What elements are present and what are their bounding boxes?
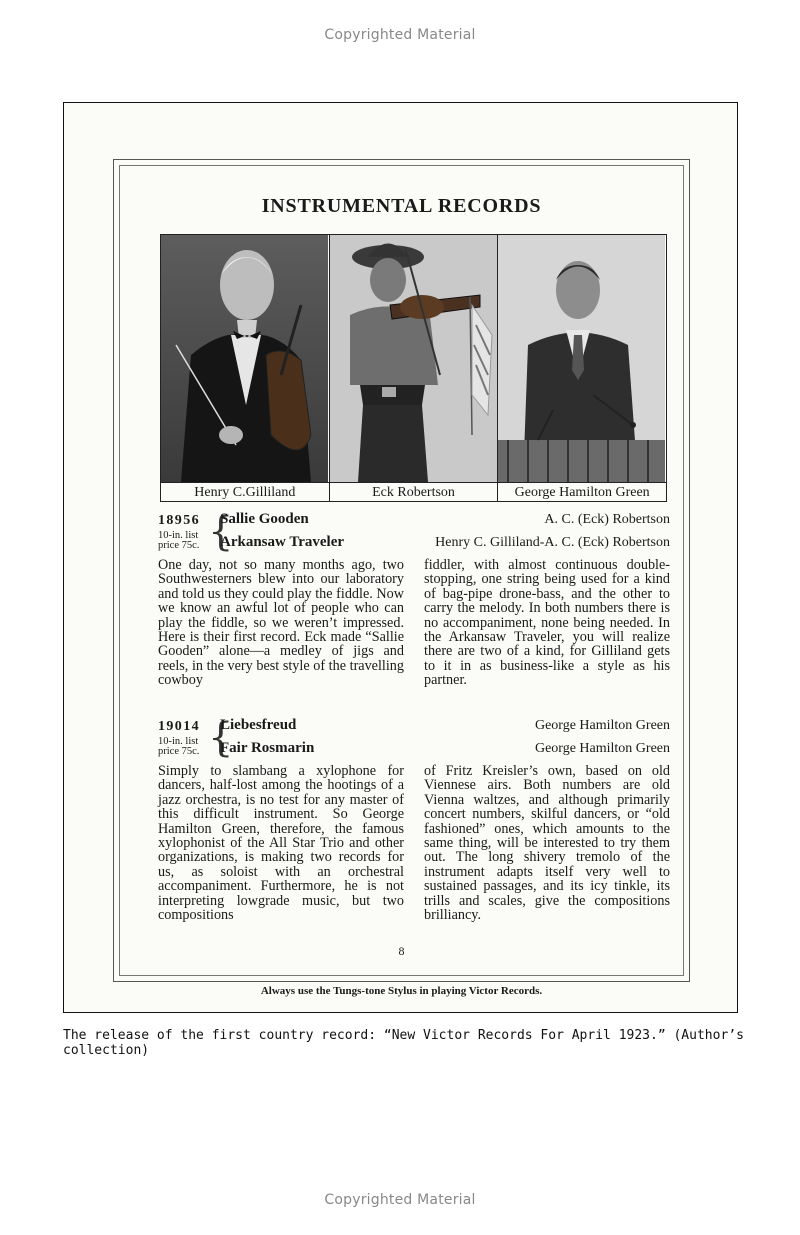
record-18956-header [158, 511, 670, 555]
record-number: 19014 [158, 719, 200, 734]
track-artist: A. C. (Eck) Robertson [544, 512, 670, 527]
photo-caption-green: George Hamilton Green [514, 485, 650, 500]
track-title: Sallie Gooden [220, 511, 309, 527]
photo-eck-robertson [330, 235, 499, 482]
description-left-column: One day, not so many months ago, two Southwesterners blew into our laboratory and told us they could play the fiddle. Now we know an awful lot of people who can play the fiddle, so we weren’t impressed. Here is their first record. Eck made “Sallie Gooden” alone—a medley of jigs and reels, in the very best style of the travelling cowboy [158, 557, 404, 689]
track-artist: George Hamilton Green [534, 741, 670, 756]
photo-henry-gilliland [161, 235, 330, 482]
description-right-column: of Fritz Kreisler’s own, based on old Viennese airs. Both numbers are old Vienna waltzes, and although primarily concert numbers, skilful dancers, or “old fashioned” ones, which amounts to the same thing, will be interested to try them out. The long shivery tremolo of the instrument adapts itself very well to sustained passages, and its icy tinkle, its trills and scales, give the compositions brilliancy. [424, 763, 670, 924]
photo-strip [160, 234, 667, 502]
record-19014-description [158, 764, 670, 922]
record-price: 10-in. list price 75c. [158, 530, 200, 551]
photo-caption-robertson: Eck Robertson [330, 483, 499, 502]
brace-glyph: { [208, 509, 234, 555]
figure-caption: The release of the first country record: “New Victor Records For April 1923.” (Author’s collection) [63, 1028, 744, 1058]
photo-caption-gilliland: Henry C.Gilliland [161, 483, 330, 502]
watermark-bottom: Copyrighted Material [324, 1192, 476, 1208]
track-title: Liebesfreud [220, 717, 297, 733]
photo-george-hamilton-green [498, 235, 666, 482]
track-artist: Henry C. Gilliland-A. C. (Eck) Robertson [435, 535, 670, 550]
brace-glyph: { [208, 715, 234, 761]
record-18956-description [158, 558, 670, 688]
description-left-column: Simply to slambang a xylophone for dancers, half-lost among the hootings of a jazz orchestra, is no test for any master of this difficult instrument. So George Hamilton Green, therefore, the famous xylophonist of the All Star Trio and other organizations, is making two records for us, as soloist with an orchestral accompaniment. Furthermore, he is not interpreting lowgrade music, but two compositions [158, 763, 404, 924]
record-price: 10-in. list price 75c. [158, 736, 200, 757]
record-19014-header [158, 717, 670, 761]
record-number: 18956 [158, 513, 200, 528]
footer-note: Always use the Tungs-tone Stylus in playing Victor Records. [260, 985, 543, 997]
page-number: 8 [398, 944, 405, 958]
track-title: Fair Rosmarin [220, 740, 315, 756]
track-artist: George Hamilton Green [534, 718, 670, 733]
scanned-page [63, 102, 738, 1013]
page-title: INSTRUMENTAL RECORDS [261, 195, 542, 217]
track-title: Arkansaw Traveler [220, 534, 345, 550]
watermark-top: Copyrighted Material [324, 27, 476, 43]
description-right-column: fiddler, with almost continuous double-stopping, one string being used for a kind of bag-pipe drone-bass, and the other to carry the melody. In both numbers there is no accompaniment, none being needed. In the Arkansaw Traveler, you will realize there are two of a kind, for Gilliland gets to it in as business-like a style as his partner. [424, 557, 670, 689]
